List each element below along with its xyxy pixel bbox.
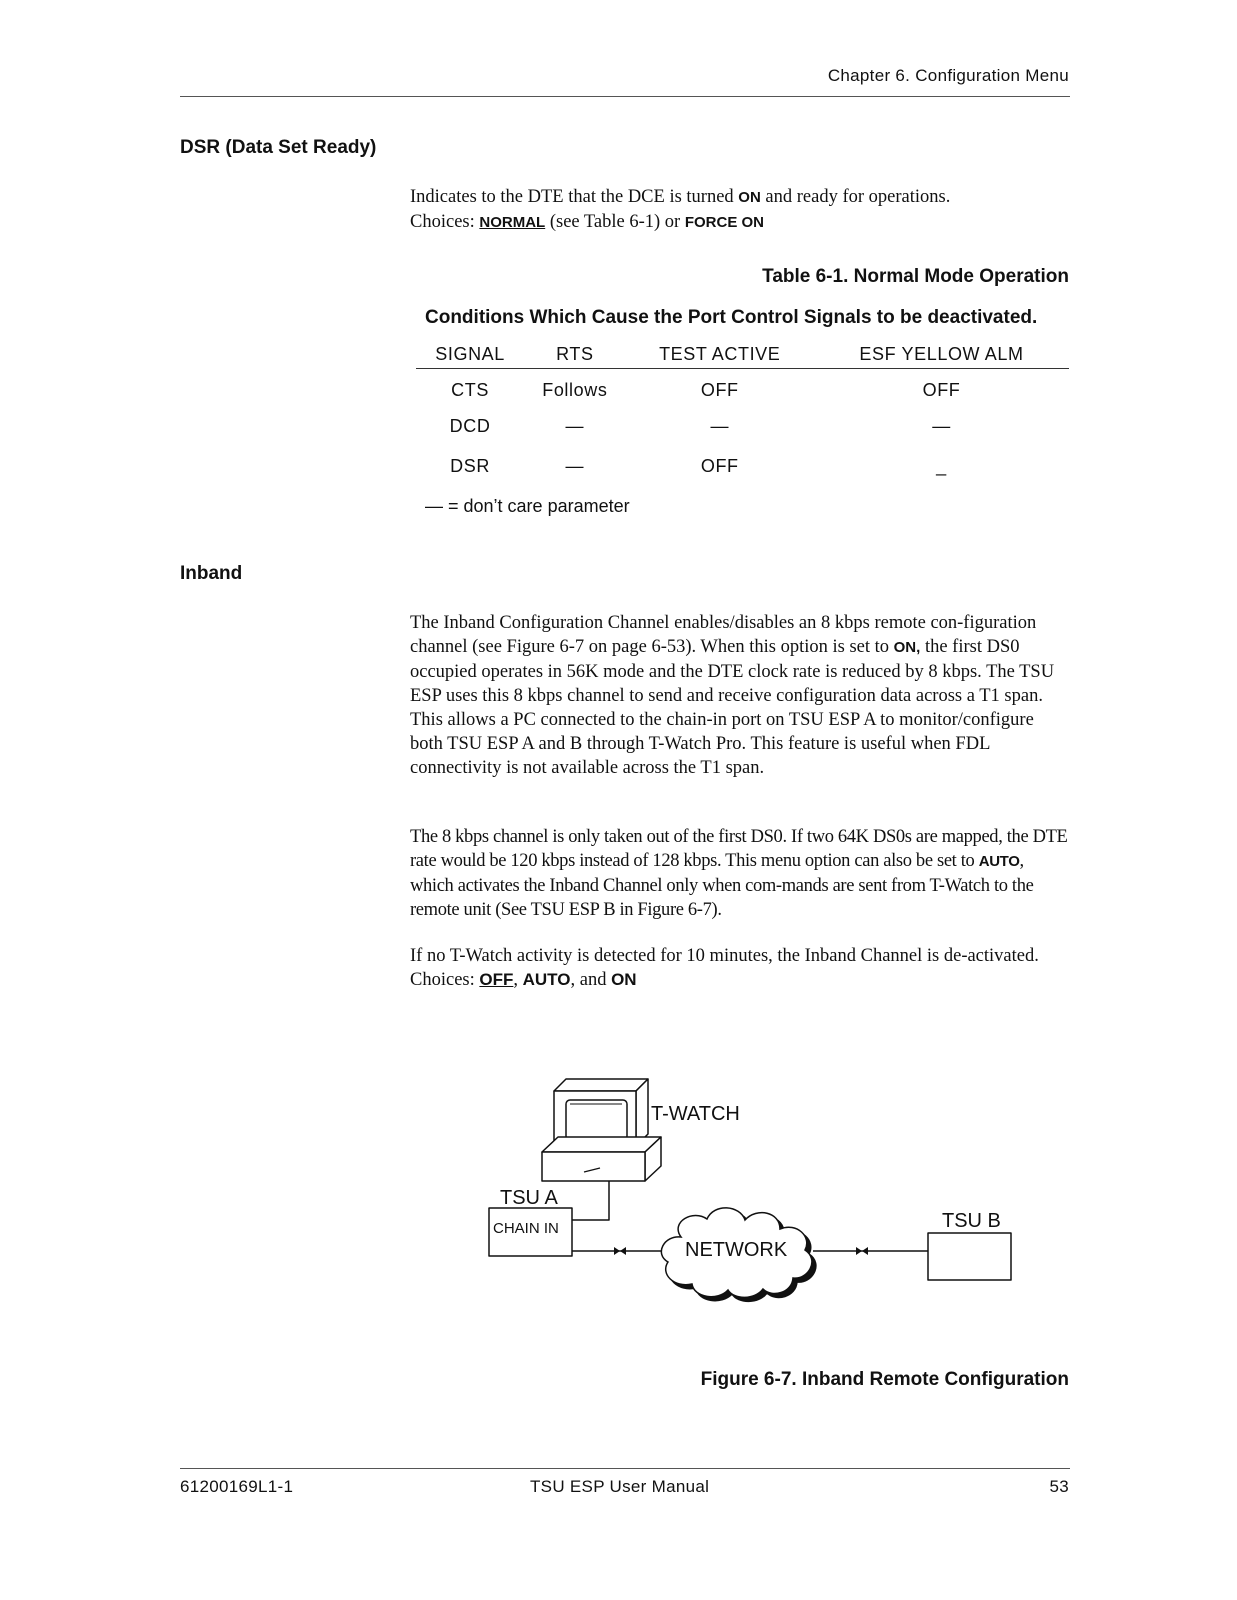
footer-doc-number: 61200169L1-1: [180, 1477, 294, 1496]
inband-p1-text-b: the first DS0 occupied operates in 56K mode and the DTE clock rate is reduced by 8 kbps. The TSU ESP uses this 8 kbps channel to send and receive configuration data across a T1 span. This allows a PC connected to the chain-in port on TSU ESP A to monitor/configure both TSU ESP A and B through T-Watch Pro. This feature is useful when FDL connectivity is not available across the T1 span.: [410, 637, 1055, 778]
table-cell: —: [932, 415, 951, 436]
chain-in-link: [572, 1181, 609, 1220]
table-cell: DCD: [449, 415, 491, 436]
inband-option-auto: AUTO: [522, 970, 571, 989]
inband-option-off: OFF: [479, 970, 514, 989]
table-cell: OFF: [700, 455, 739, 476]
dsr-option-normal: NORMAL: [479, 214, 546, 231]
inband-heading: Inband: [180, 563, 243, 584]
inband-option-on: ON: [611, 970, 637, 989]
dsr-on-word: ON: [738, 189, 761, 206]
dsr-choices-label: Choices:: [410, 212, 480, 232]
computer-base-icon: [542, 1137, 661, 1181]
table-note: — = don’t care parameter: [425, 496, 630, 516]
running-header: Chapter 6. Configuration Menu: [827, 66, 1069, 85]
table-cell: —: [565, 415, 585, 436]
footer-manual-title: TSU ESP User Manual: [530, 1477, 710, 1496]
inband-p1-text-a: The Inband Configuration Channel enables/disables an 8 kbps remote con-figuration channel (see Figure 6-7 on page 6-53). When this option is set to: [410, 613, 1037, 657]
inband-auto-word: AUTO: [978, 853, 1020, 870]
network-label: NETWORK: [685, 1239, 788, 1261]
inband-p2-text-a: The 8 kbps channel is only taken out of the first DS0. If two 64K DS0s are mapped, the DTE rate would be 120 kbps instead of 128 kbps. This menu option can also be set to: [410, 827, 1068, 871]
column-header: RTS: [524, 340, 625, 369]
computer-monitor-icon: [554, 1079, 648, 1146]
table-cell: OFF: [700, 379, 739, 400]
footer-page-number: 53: [1049, 1477, 1069, 1496]
figure-caption: Figure 6-7. Inband Remote Configuration: [700, 1369, 1069, 1390]
inband-choices-label: Choices:: [410, 970, 480, 990]
column-header: SIGNAL: [416, 340, 524, 369]
dsr-heading: DSR (Data Set Ready): [180, 137, 377, 158]
table-cell: _: [936, 455, 947, 476]
table-cell: DSR: [450, 455, 490, 476]
table-subcaption: Conditions Which Cause the Port Control Signals to be deactivated.: [425, 307, 1038, 328]
inband-choices-sep: ,: [513, 970, 523, 990]
footer-divider: [180, 1468, 1070, 1469]
dsr-choices-mid: (see Table 6-1) or: [545, 212, 685, 232]
t-watch-label: T-WATCH: [651, 1103, 740, 1125]
table-cell: Follows: [542, 379, 608, 400]
table-cell: OFF: [922, 379, 961, 400]
inband-p2-text-b: , which activates the Inband Channel only when com-mands are sent from T-Watch to the remote unit (See TSU ESP B in Figure 6-7).: [410, 851, 1034, 920]
inband-on-word: ON,: [893, 639, 921, 656]
tsu-b-label: TSU B: [942, 1210, 1001, 1232]
table-cell: CTS: [451, 379, 489, 400]
dsr-text-a: Indicates to the DTE that the DCE is turned: [410, 187, 739, 207]
column-header: ESF YELLOW ALM: [814, 340, 1069, 369]
tsu-a-label: TSU A: [500, 1187, 558, 1209]
inband-choices-sep: , and: [570, 970, 612, 990]
inband-p3-text: If no T-Watch activity is detected for 10 minutes, the Inband Channel is de-activated.: [410, 946, 1039, 966]
dsr-text-b: and ready for operations.: [760, 187, 951, 207]
table-cell: —: [565, 455, 585, 476]
column-header: TEST ACTIVE: [626, 340, 814, 369]
tsu-b-box: [928, 1233, 1011, 1280]
table-cell: —: [710, 415, 730, 436]
chain-in-label: CHAIN IN: [493, 1220, 559, 1237]
dsr-option-force-on: FORCE ON: [684, 214, 765, 231]
table-caption: Table 6-1. Normal Mode Operation: [762, 266, 1069, 287]
